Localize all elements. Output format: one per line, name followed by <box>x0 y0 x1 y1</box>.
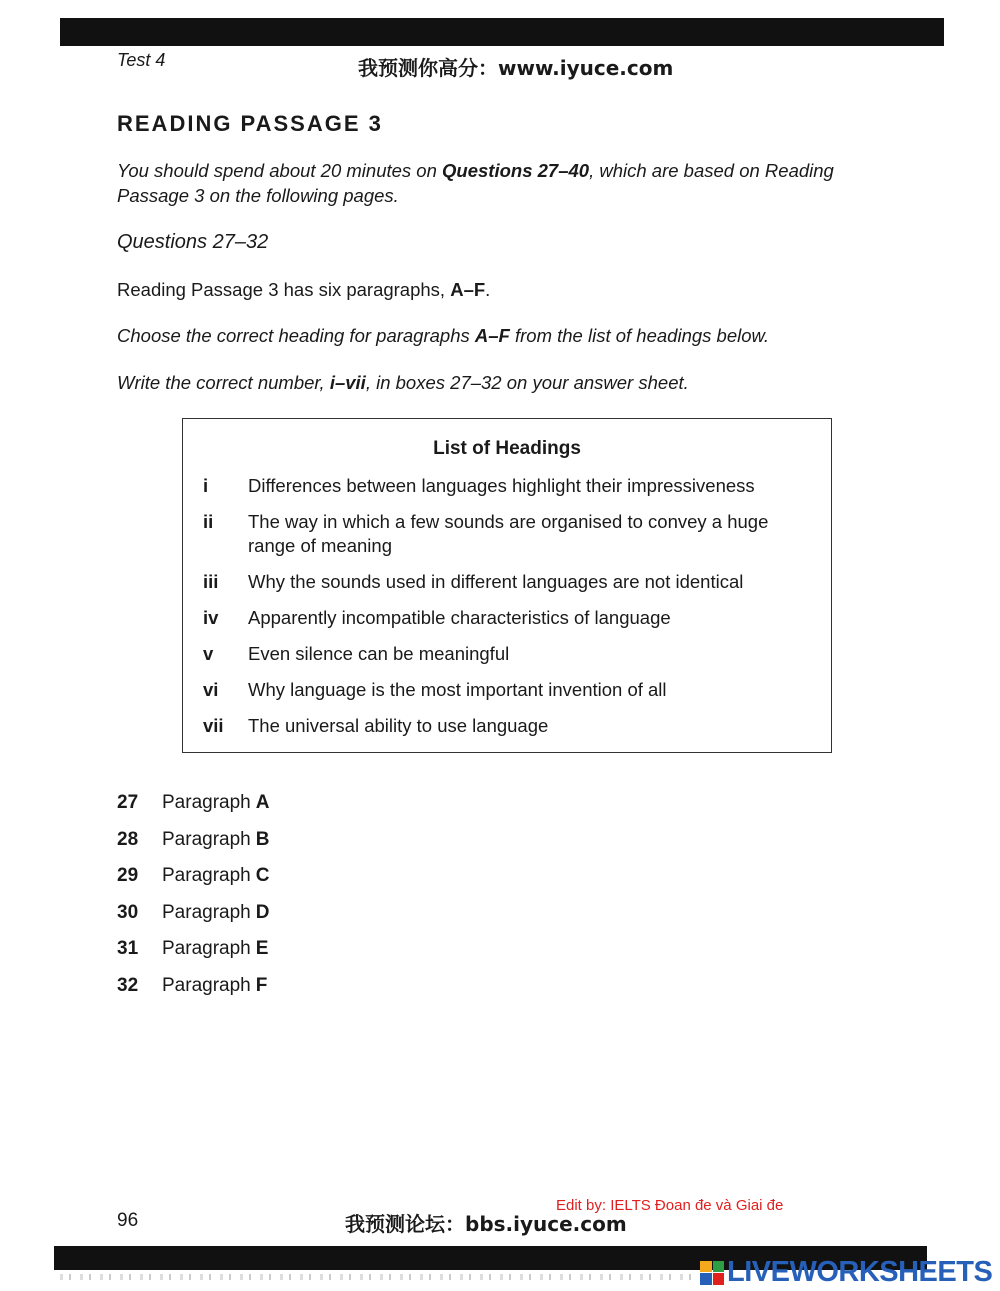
question-label: Paragraph <box>162 792 251 813</box>
liveworksheets-logo-icon <box>700 1261 724 1285</box>
heading-item <box>203 642 813 666</box>
test-label: Test 4 <box>117 50 166 70</box>
page-number: 96 <box>117 1210 139 1231</box>
footer-site-text: 我预测论坛：bbs.iyuce.com <box>345 1212 627 1236</box>
paragraph-letter: C <box>255 865 270 887</box>
paragraph-letter: F <box>255 974 268 996</box>
heading-item <box>203 474 813 498</box>
heading-number: ii <box>203 511 214 532</box>
heading-number: iv <box>203 607 219 628</box>
question-number: 32 <box>117 974 139 996</box>
question-number: 29 <box>117 865 139 887</box>
question-number: 31 <box>117 938 139 960</box>
heading-item <box>203 510 813 558</box>
watermark-text: LIVEWORKSHEETS <box>727 1256 993 1288</box>
heading-item <box>203 570 813 594</box>
heading-text: Differences between languages highlight their impressiveness <box>248 475 755 496</box>
heading-text: The way in which a few sounds are organised to convey a huge range of meaning <box>248 511 769 556</box>
header-site-text: 我预测你高分：www.iyuce.com <box>358 56 674 80</box>
question-row <box>117 827 517 864</box>
paragraph-letter: B <box>255 828 270 850</box>
liveworksheets-watermark[interactable] <box>700 1256 992 1289</box>
question-label: Paragraph <box>162 938 251 960</box>
question-number: 27 <box>117 792 139 813</box>
heading-number: i <box>203 475 209 496</box>
heading-list <box>203 474 813 750</box>
question-number: 30 <box>117 901 139 923</box>
question-list <box>117 790 517 1010</box>
heading-number: vii <box>203 715 224 736</box>
question-row <box>117 863 517 900</box>
question-label: Paragraph <box>162 901 251 923</box>
paragraph-letter: D <box>255 901 270 923</box>
heading-item <box>203 714 813 738</box>
heading-item <box>203 606 813 630</box>
heading-text: Apparently incompatible characteristics of language <box>248 607 671 628</box>
headings-title: List of Headings <box>433 438 581 459</box>
heading-number: iii <box>203 571 219 592</box>
question-label: Paragraph <box>162 974 251 996</box>
heading-text: Why the sounds used in different languages are not identical <box>248 571 744 592</box>
paragraph-count-instruction: Reading Passage 3 has six paragraphs, A–F. <box>117 279 491 300</box>
edit-note: Edit by: IELTS Đoan đe và Giai đe <box>556 1197 784 1214</box>
heading-text: Why language is the most important invention of all <box>248 679 667 700</box>
question-row <box>117 900 517 937</box>
scan-noise <box>60 1274 700 1280</box>
list-of-headings-box <box>182 418 832 753</box>
question-label: Paragraph <box>162 828 251 850</box>
question-row <box>117 936 517 973</box>
choose-heading-instruction: Choose the correct heading for paragraphs A–F from the list of headings below. <box>117 325 769 346</box>
top-scan-bar <box>60 18 944 46</box>
question-number: 28 <box>117 828 139 850</box>
paragraph-letter: E <box>255 938 269 960</box>
question-row <box>117 973 517 1010</box>
paragraph-letter: A <box>255 792 270 813</box>
question-label: Paragraph <box>162 865 251 887</box>
heading-text: The universal ability to use language <box>248 715 549 736</box>
passage-title: READING PASSAGE 3 <box>117 111 383 136</box>
heading-item <box>203 678 813 702</box>
question-range: Questions 27–32 <box>117 231 269 253</box>
heading-number: v <box>203 643 214 664</box>
time-instruction: You should spend about 20 minutes on Questions 27–40, which are based on Reading Passage 3 on the following pages. <box>117 160 834 206</box>
heading-text: Even silence can be meaningful <box>248 643 510 664</box>
question-row <box>117 790 517 827</box>
answer-sheet-instruction: Write the correct number, i–vii, in boxes 27–32 on your answer sheet. <box>117 372 689 393</box>
heading-number: vi <box>203 679 219 700</box>
